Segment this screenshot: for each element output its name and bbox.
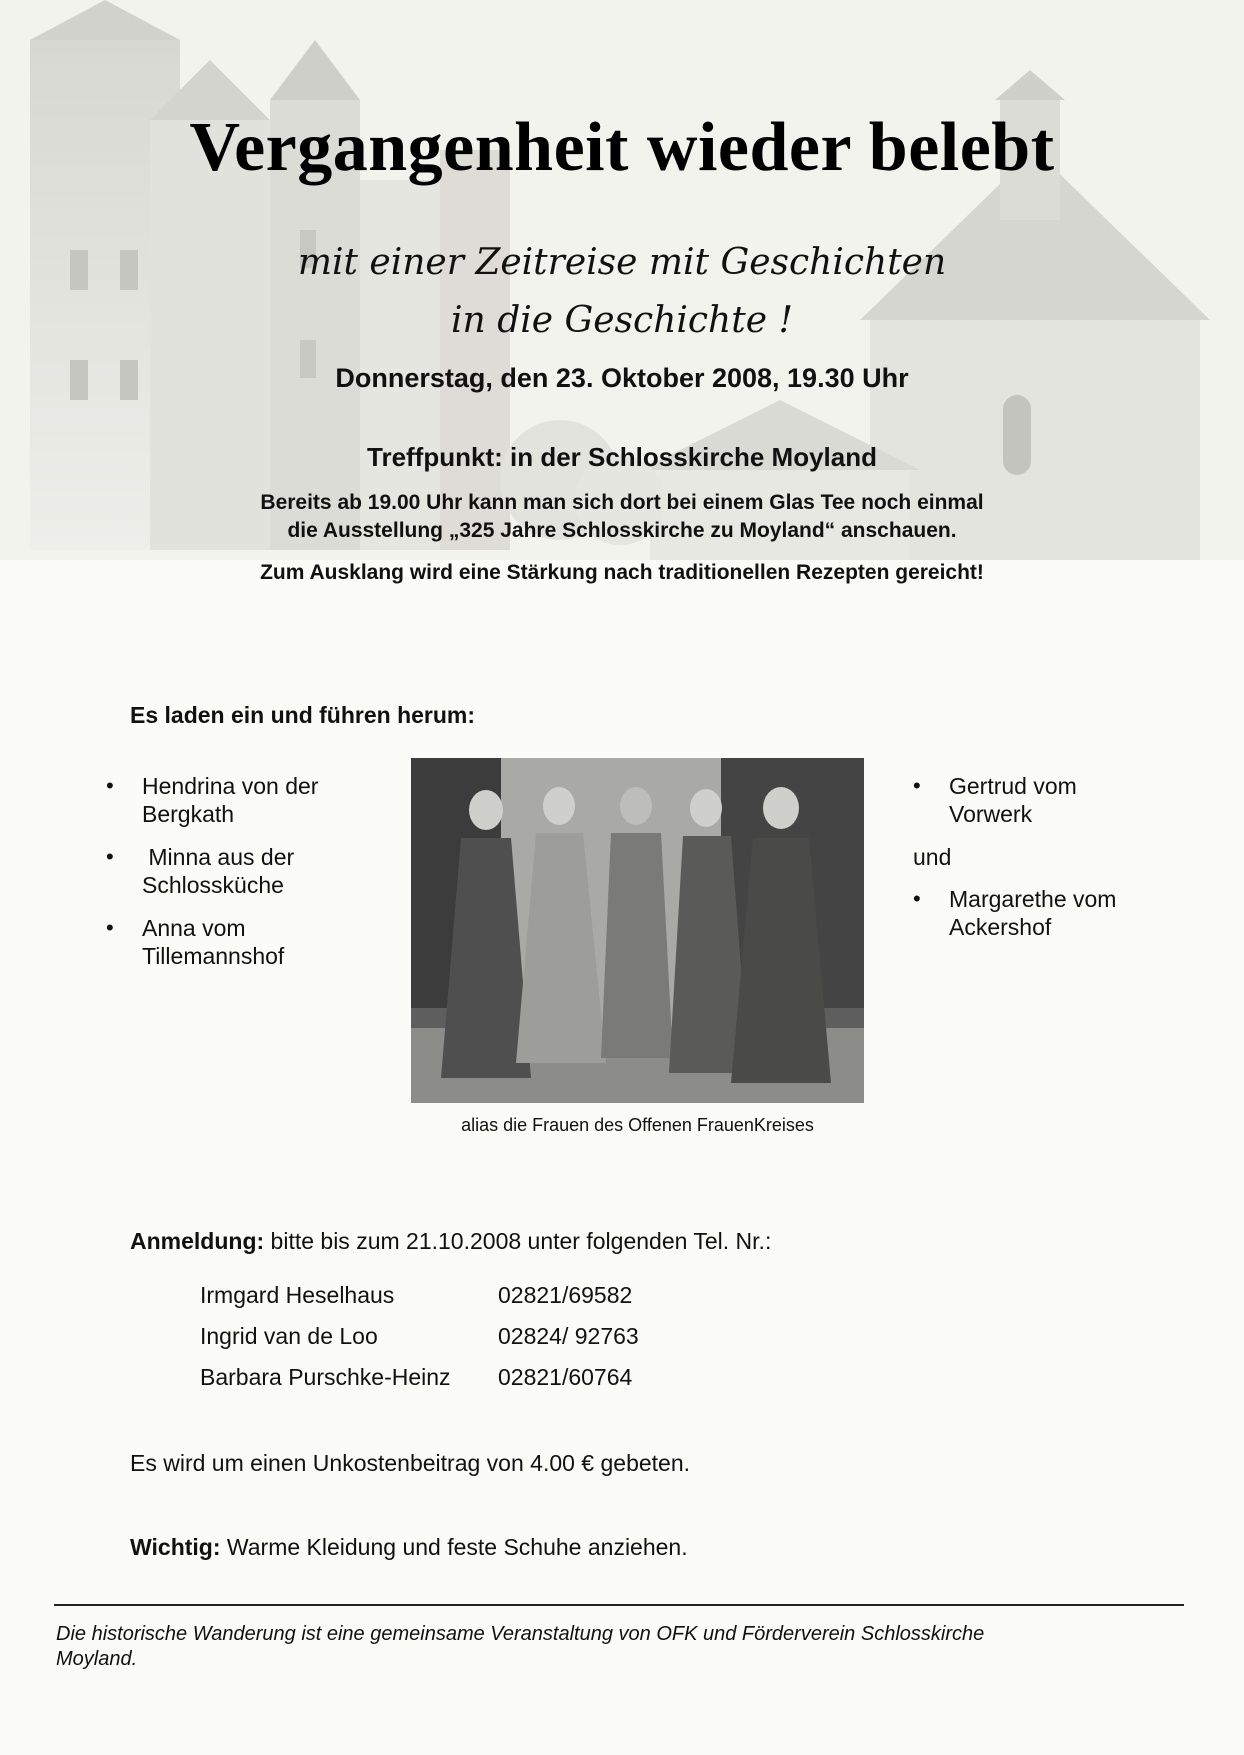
contact-name: Ingrid van de Loo xyxy=(200,1323,378,1349)
table-row xyxy=(200,1323,639,1364)
footer-line-2: Moyland. xyxy=(56,1648,138,1670)
list-item: • Anna vom Tillemannshof xyxy=(106,914,376,970)
registration-line xyxy=(130,1228,771,1255)
important-text: Warme Kleidung und feste Schuhe anziehen. xyxy=(220,1534,688,1560)
hosts-list-right xyxy=(913,772,1173,956)
list-item: • Margarethe vom Ackershof xyxy=(913,885,1173,941)
info-line-1: Bereits ab 19.00 Uhr kann man sich dort bei einem Glas Tee noch einmal xyxy=(260,491,984,514)
photo-caption: alias die Frauen des Offenen FrauenKreises xyxy=(461,1115,814,1135)
meeting-point: Treffpunkt: in der Schlosskirche Moyland xyxy=(367,442,877,472)
footer-line-1: Die historische Wanderung ist eine gemeinsame Veranstaltung von OFK und Förderverein Schlosskirche xyxy=(56,1623,985,1645)
flyer-title: Vergangenheit wieder belebt xyxy=(189,109,1055,186)
group-photo-illustration xyxy=(411,758,864,1103)
contacts-table xyxy=(200,1282,639,1405)
info-line-2: die Ausstellung „325 Jahre Schlosskirche zu Moyland“ anschauen. xyxy=(287,519,957,542)
important-label: Wichtig: xyxy=(130,1534,221,1560)
contact-phone: 02824/ 92763 xyxy=(498,1323,639,1349)
registration-text: bitte bis zum 21.10.2008 unter folgenden Tel. Nr.: xyxy=(264,1228,772,1254)
contact-phone: 02821/69582 xyxy=(498,1282,633,1308)
hosts-intro: Es laden ein und führen herum: xyxy=(130,702,476,728)
list-item: • Hendrina von der Bergkath xyxy=(106,772,376,828)
list-item: • Minna aus der Schlossküche xyxy=(106,843,376,899)
contact-name: Irmgard Heselhaus xyxy=(200,1282,395,1308)
table-row xyxy=(200,1282,639,1323)
footer-divider xyxy=(54,1604,1184,1606)
important-note xyxy=(130,1534,688,1561)
group-photo xyxy=(411,758,864,1103)
subtitle-line-2: in die Geschichte ! xyxy=(451,300,793,341)
footer-note xyxy=(56,1622,1136,1672)
and-word: und xyxy=(913,844,952,870)
contact-name: Barbara Purschke-Heinz xyxy=(200,1364,451,1390)
contact-phone: 02821/60764 xyxy=(498,1364,633,1390)
hosts-list-left xyxy=(106,772,376,985)
subtitle-line-1: mit einer Zeitreise mit Geschichten xyxy=(297,242,947,283)
registration-label: Anmeldung: xyxy=(130,1228,265,1254)
info-text xyxy=(0,489,1244,545)
fee-note: Es wird um einen Unkostenbeitrag von 4.00 € gebeten. xyxy=(130,1450,691,1476)
closing-note: Zum Ausklang wird eine Stärkung nach traditionellen Rezepten gereicht! xyxy=(260,561,984,584)
list-item: • Gertrud vom Vorwerk xyxy=(913,772,1173,828)
event-date: Donnerstag, den 23. Oktober 2008, 19.30 Uhr xyxy=(335,363,909,393)
table-row xyxy=(200,1364,639,1405)
